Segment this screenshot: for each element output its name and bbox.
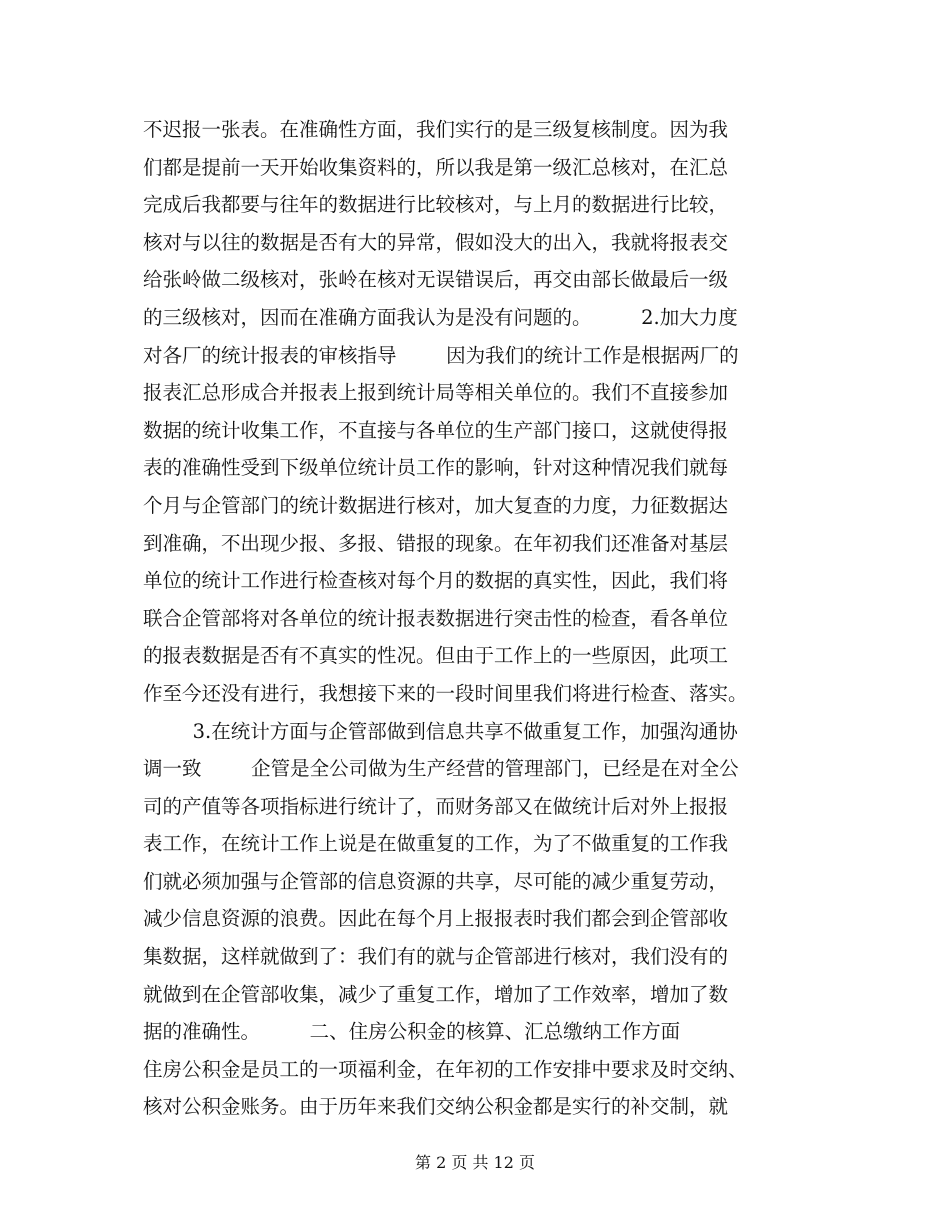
text-line: 数据的统计收集工作，不直接与各单位的生产部门接口，这就使得报 <box>143 418 729 442</box>
text-line: 的报表数据是否有不真实的性况。但由于工作上的一些原因，此项工 <box>143 644 729 668</box>
text-line: 作至今还没有进行，我想接下来的一段时间里我们将进行检查、落实。 <box>143 681 748 705</box>
text-line: 据的准确性。 二、住房公积金的核算、汇总缴纳工作方面 <box>143 1020 681 1044</box>
text-line: 单位的统计工作进行检查核对每个月的数据的真实性，因此，我们将 <box>143 569 729 593</box>
text-line: 就做到在企管部收集，减少了重复工作，增加了工作效率，增加了数 <box>143 982 729 1006</box>
text-line: 核对公积金账务。由于历年来我们交纳公积金都是实行的补交制，就 <box>143 1095 729 1119</box>
text-line: 不迟报一张表。在准确性方面，我们实行的是三级复核制度。因为我 <box>143 118 729 141</box>
text-line: 调一致 企管是全公司做为生产经营的管理部门，已经是在对全公 <box>143 757 739 781</box>
text-line: 住房公积金是员工的一项福利金，在年初的工作安排中要求及时交纳、 <box>143 1057 748 1081</box>
page-number-footer: 第 2 页 共 12 页 <box>415 1153 535 1172</box>
text-line: 表工作，在统计工作上说是在做重复的工作，为了不做重复的工作我 <box>143 832 729 856</box>
text-line: 们都是提前一天开始收集资料的，所以我是第一级汇总核对，在汇总 <box>143 155 729 179</box>
text-line: 表的准确性受到下级单位统计员工作的影响，针对这种情况我们就每 <box>143 456 729 480</box>
text-line: 减少信息资源的浪费。因此在每个月上报报表时我们都会到企管部收 <box>143 907 729 931</box>
text-line: 完成后我都要与往年的数据进行比较核对，与上月的数据进行比较， <box>143 193 729 217</box>
text-line: 3.在统计方面与企管部做到信息共享不做重复工作，加强沟通协 <box>143 719 738 743</box>
text-line: 对各厂的统计报表的审核指导 因为我们的统计工作是根据两厂的 <box>143 343 739 367</box>
text-line: 联合企管部将对各单位的统计报表数据进行突击性的检查，看各单位 <box>143 606 729 630</box>
text-line: 个月与企管部门的统计数据进行核对，加大复查的力度，力征数据达 <box>143 493 729 517</box>
text-line: 的三级核对，因而在准确方面我认为是没有问题的。 2.加大力度 <box>143 305 738 329</box>
text-line: 司的产值等各项指标进行统计了，而财务部又在做统计后对外上报报 <box>143 794 729 818</box>
text-line: 报表汇总形成合并报表上报到统计局等相关单位的。我们不直接参加 <box>143 381 729 405</box>
document-body <box>143 111 823 1126</box>
text-line: 到准确，不出现少报、多报、错报的现象。在年初我们还准备对基层 <box>143 531 729 555</box>
text-line: 集数据，这样就做到了：我们有的就与企管部进行核对，我们没有的 <box>143 945 729 969</box>
text-line: 给张岭做二级核对，张岭在核对无误错误后，再交由部长做最后一级 <box>143 268 729 292</box>
text-line: 核对与以往的数据是否有大的异常，假如没大的出入，我就将报表交 <box>143 230 729 254</box>
text-line: 们就必须加强与企管部的信息资源的共享，尽可能的减少重复劳动， <box>143 869 729 893</box>
